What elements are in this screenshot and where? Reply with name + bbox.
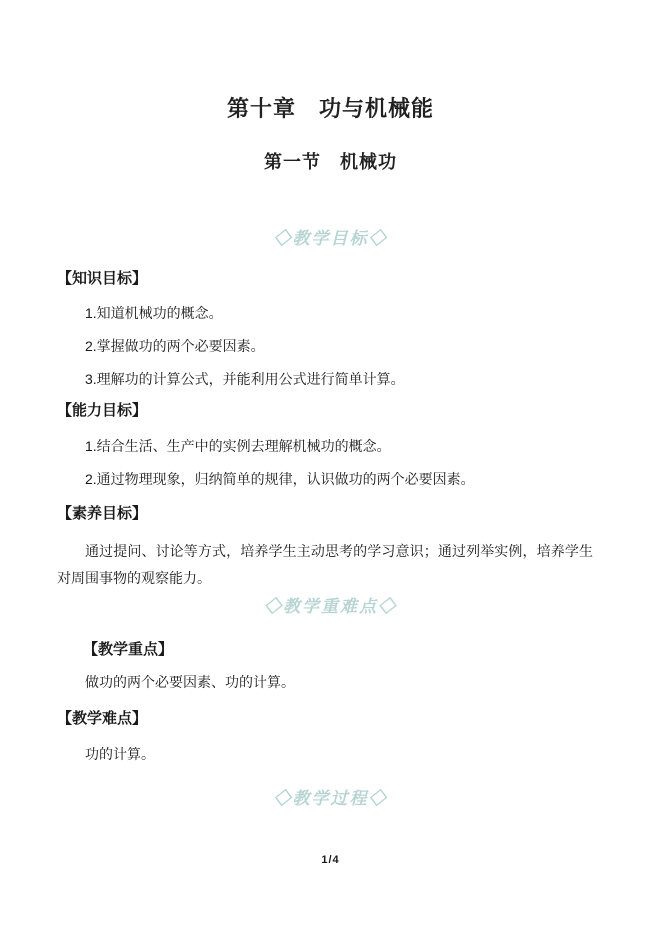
teaching-key-point-content: 做功的两个必要因素、功的计算。 (85, 674, 295, 690)
divider-teaching-objectives: ◇教学目标◇ (273, 229, 388, 248)
literacy-objectives-paragraph: 通过提问、讨论等方式，培养学生主动思考的学习意识；通过列举实例，培养学生对周围事物的观察能力。 (57, 543, 593, 586)
ability-objective-item: 1.结合生活、生产中的实例去理解机械功的概念。 (85, 438, 391, 454)
page-number-indicator: 1/4 (321, 854, 340, 866)
chapter-title: 第十章 功与机械能 (226, 96, 434, 121)
knowledge-objective-item: 3.理解功的计算公式，并能利用公式进行简单计算。 (85, 371, 405, 387)
knowledge-objectives-heading: 【知识目标】 (57, 270, 148, 287)
teaching-key-point-heading: 【教学重点】 (83, 641, 174, 658)
literacy-objectives-heading: 【素养目标】 (57, 505, 148, 522)
knowledge-objective-item: 1.知道机械功的概念。 (85, 305, 223, 321)
knowledge-objective-item: 2.掌握做功的两个必要因素。 (85, 338, 265, 354)
ability-objective-item: 2.通过物理现象，归纳简单的规律，认识做功的两个必要因素。 (85, 471, 475, 487)
divider-teaching-key-difficult-points: ◇教学重难点◇ (264, 597, 397, 616)
teaching-difficult-point-heading: 【教学难点】 (57, 710, 148, 727)
ability-objectives-heading: 【能力目标】 (57, 402, 148, 419)
teaching-difficult-point-content: 功的计算。 (85, 746, 155, 762)
section-title: 第一节 机械功 (264, 152, 397, 172)
divider-teaching-process: ◇教学过程◇ (273, 789, 388, 808)
